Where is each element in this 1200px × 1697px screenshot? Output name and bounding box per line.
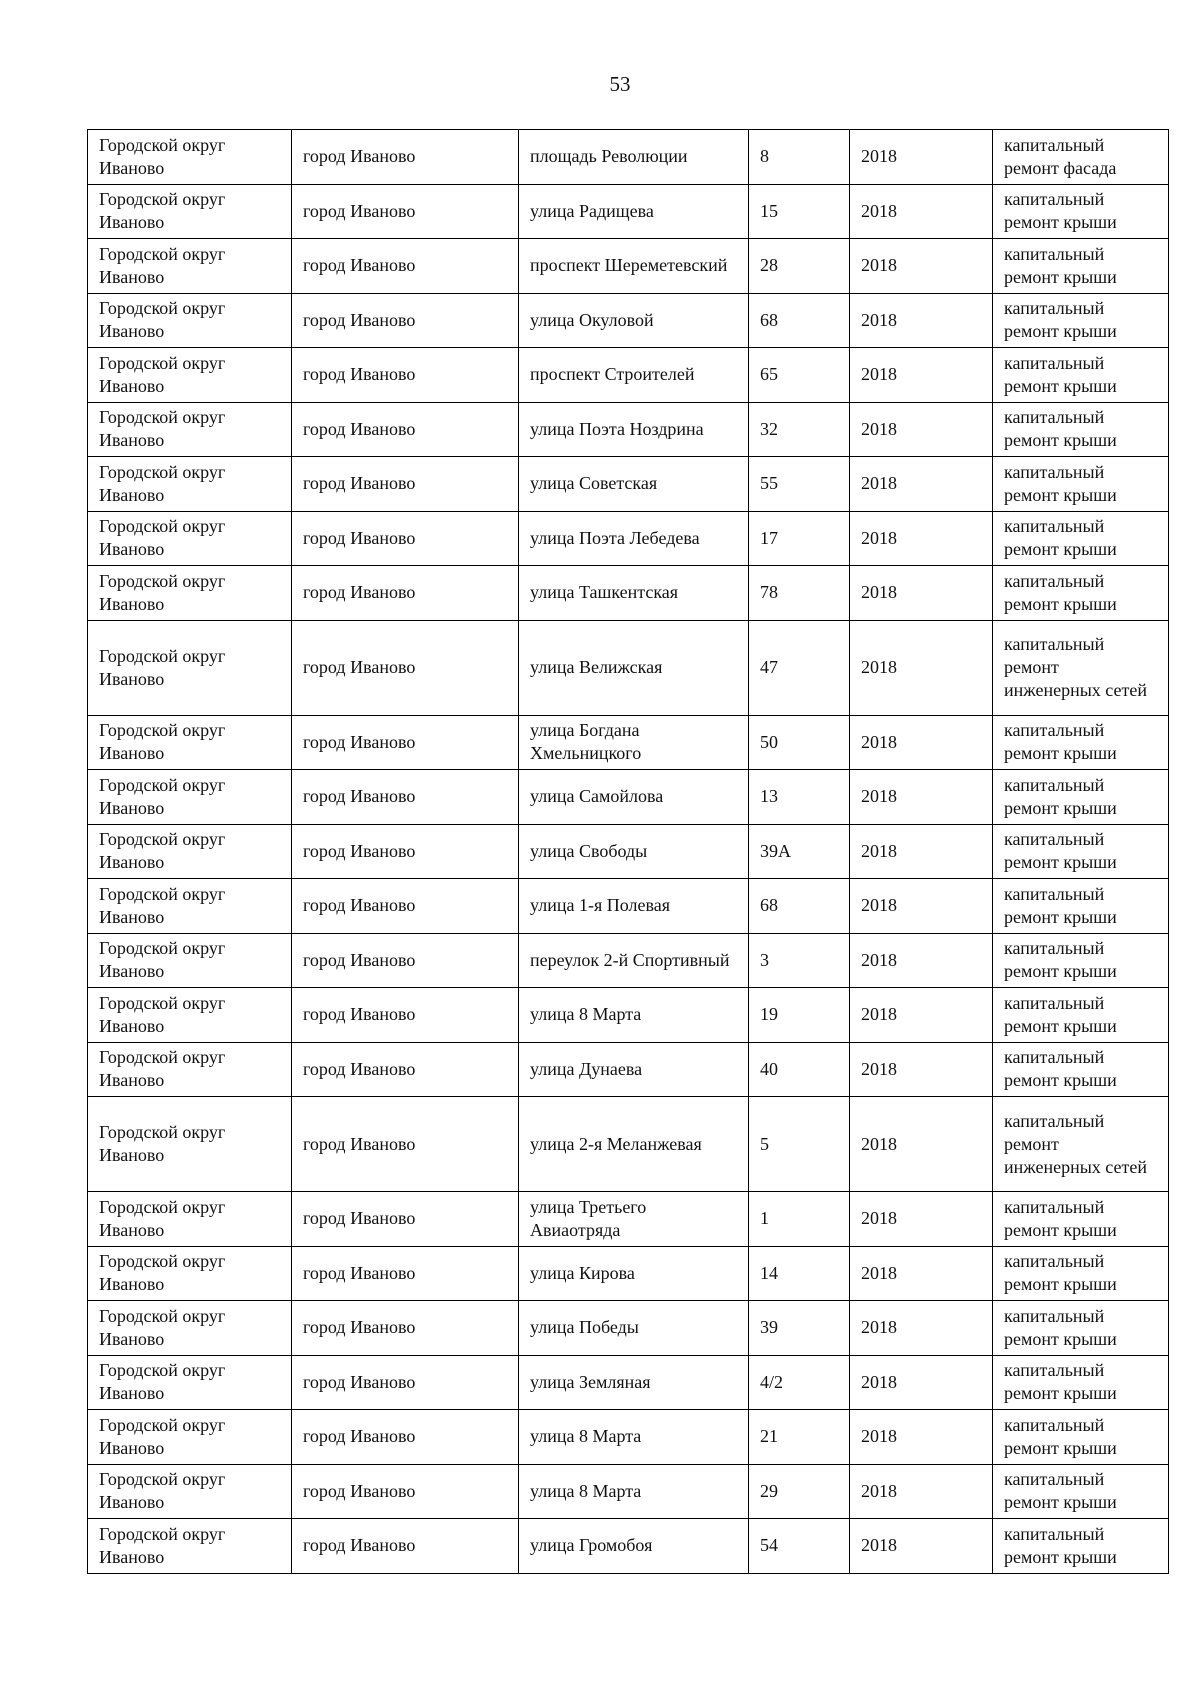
year-cell: 2018 [850, 770, 993, 825]
street-cell: улица Дунаева [519, 1042, 749, 1097]
table-row [88, 1410, 1169, 1465]
house-number-cell: 13 [749, 770, 850, 825]
street-cell: улица Велижская [519, 620, 749, 715]
settlement-cell: город Иваново [292, 293, 519, 348]
house-number-cell: 21 [749, 1410, 850, 1465]
register-table [87, 129, 1169, 1574]
municipality-cell: Городской округ Иваново [88, 1301, 292, 1356]
settlement-cell: город Иваново [292, 1464, 519, 1519]
table-row [88, 130, 1169, 185]
year-cell: 2018 [850, 348, 993, 403]
work-type-cell: капитальный ремонт крыши [993, 933, 1169, 988]
street-cell: улица Богдана Хмельницкого [519, 715, 749, 770]
work-type-cell: капитальный ремонт крыши [993, 1192, 1169, 1247]
table-row [88, 715, 1169, 770]
municipality-cell: Городской округ Иваново [88, 457, 292, 512]
year-cell: 2018 [850, 879, 993, 934]
table-row [88, 1519, 1169, 1574]
house-number-cell: 29 [749, 1464, 850, 1519]
work-type-cell: капитальный ремонт крыши [993, 715, 1169, 770]
table-row [88, 770, 1169, 825]
settlement-cell: город Иваново [292, 402, 519, 457]
year-cell: 2018 [850, 824, 993, 879]
municipality-cell: Городской округ Иваново [88, 715, 292, 770]
year-cell: 2018 [850, 1301, 993, 1356]
work-type-cell: капитальный ремонт крыши [993, 824, 1169, 879]
municipality-cell: Городской округ Иваново [88, 402, 292, 457]
house-number-cell: 1 [749, 1192, 850, 1247]
year-cell: 2018 [850, 130, 993, 185]
house-number-cell: 4/2 [749, 1355, 850, 1410]
municipality-cell: Городской округ Иваново [88, 988, 292, 1043]
year-cell: 2018 [850, 239, 993, 294]
house-number-cell: 55 [749, 457, 850, 512]
year-cell: 2018 [850, 620, 993, 715]
work-type-cell: капитальный ремонт крыши [993, 293, 1169, 348]
municipality-cell: Городской округ Иваново [88, 184, 292, 239]
year-cell: 2018 [850, 988, 993, 1043]
municipality-cell: Городской округ Иваново [88, 1410, 292, 1465]
year-cell: 2018 [850, 402, 993, 457]
house-number-cell: 68 [749, 879, 850, 934]
table-row [88, 620, 1169, 715]
work-type-cell: капитальный ремонт крыши [993, 511, 1169, 566]
work-type-cell: капитальный ремонт крыши [993, 1355, 1169, 1410]
settlement-cell: город Иваново [292, 566, 519, 621]
work-type-cell: капитальный ремонт фасада [993, 130, 1169, 185]
street-cell: улица Окуловой [519, 293, 749, 348]
work-type-cell: капитальный ремонт крыши [993, 348, 1169, 403]
house-number-cell: 28 [749, 239, 850, 294]
table-row [88, 933, 1169, 988]
municipality-cell: Городской округ Иваново [88, 620, 292, 715]
table-row [88, 1097, 1169, 1192]
work-type-cell: капитальный ремонт крыши [993, 879, 1169, 934]
year-cell: 2018 [850, 1410, 993, 1465]
municipality-cell: Городской округ Иваново [88, 1042, 292, 1097]
house-number-cell: 14 [749, 1246, 850, 1301]
house-number-cell: 3 [749, 933, 850, 988]
street-cell: улица Радищева [519, 184, 749, 239]
table-row [88, 988, 1169, 1043]
work-type-cell: капитальный ремонт крыши [993, 239, 1169, 294]
municipality-cell: Городской округ Иваново [88, 1464, 292, 1519]
settlement-cell: город Иваново [292, 1410, 519, 1465]
table-body [88, 130, 1169, 1574]
work-type-cell: капитальный ремонт крыши [993, 988, 1169, 1043]
settlement-cell: город Иваново [292, 511, 519, 566]
table-row [88, 239, 1169, 294]
year-cell: 2018 [850, 293, 993, 348]
house-number-cell: 5 [749, 1097, 850, 1192]
year-cell: 2018 [850, 1192, 993, 1247]
municipality-cell: Городской округ Иваново [88, 1246, 292, 1301]
work-type-cell: капитальный ремонт крыши [993, 1301, 1169, 1356]
table-row [88, 293, 1169, 348]
street-cell: улица 8 Марта [519, 1464, 749, 1519]
municipality-cell: Городской округ Иваново [88, 566, 292, 621]
street-cell: улица Громобоя [519, 1519, 749, 1574]
year-cell: 2018 [850, 933, 993, 988]
house-number-cell: 78 [749, 566, 850, 621]
work-type-cell: капитальный ремонт инженерных сетей [993, 1097, 1169, 1192]
year-cell: 2018 [850, 1097, 993, 1192]
municipality-cell: Городской округ Иваново [88, 1355, 292, 1410]
year-cell: 2018 [850, 566, 993, 621]
year-cell: 2018 [850, 457, 993, 512]
year-cell: 2018 [850, 1246, 993, 1301]
page-number: 53 [609, 72, 631, 96]
street-cell: улица Ташкентская [519, 566, 749, 621]
table-row [88, 566, 1169, 621]
table-row [88, 1464, 1169, 1519]
municipality-cell: Городской округ Иваново [88, 239, 292, 294]
house-number-cell: 32 [749, 402, 850, 457]
table-row [88, 402, 1169, 457]
settlement-cell: город Иваново [292, 348, 519, 403]
settlement-cell: город Иваново [292, 620, 519, 715]
work-type-cell: капитальный ремонт инженерных сетей [993, 620, 1169, 715]
table-row [88, 879, 1169, 934]
street-cell: площадь Революции [519, 130, 749, 185]
table-row [88, 184, 1169, 239]
settlement-cell: город Иваново [292, 824, 519, 879]
work-type-cell: капитальный ремонт крыши [993, 402, 1169, 457]
year-cell: 2018 [850, 1519, 993, 1574]
year-cell: 2018 [850, 184, 993, 239]
table-row [88, 348, 1169, 403]
table-row [88, 511, 1169, 566]
settlement-cell: город Иваново [292, 1042, 519, 1097]
year-cell: 2018 [850, 715, 993, 770]
settlement-cell: город Иваново [292, 879, 519, 934]
work-type-cell: капитальный ремонт крыши [993, 1410, 1169, 1465]
settlement-cell: город Иваново [292, 457, 519, 512]
settlement-cell: город Иваново [292, 1519, 519, 1574]
table-row [88, 1042, 1169, 1097]
year-cell: 2018 [850, 1042, 993, 1097]
house-number-cell: 39 [749, 1301, 850, 1356]
house-number-cell: 65 [749, 348, 850, 403]
work-type-cell: капитальный ремонт крыши [993, 1246, 1169, 1301]
house-number-cell: 54 [749, 1519, 850, 1574]
settlement-cell: город Иваново [292, 715, 519, 770]
table-row [88, 824, 1169, 879]
street-cell: улица Поэта Ноздрина [519, 402, 749, 457]
work-type-cell: капитальный ремонт крыши [993, 1519, 1169, 1574]
settlement-cell: город Иваново [292, 988, 519, 1043]
municipality-cell: Городской округ Иваново [88, 511, 292, 566]
settlement-cell: город Иваново [292, 239, 519, 294]
table-row [88, 1301, 1169, 1356]
table-row [88, 457, 1169, 512]
street-cell: улица Кирова [519, 1246, 749, 1301]
house-number-cell: 47 [749, 620, 850, 715]
street-cell: улица Поэта Лебедева [519, 511, 749, 566]
street-cell: улица 8 Марта [519, 988, 749, 1043]
municipality-cell: Городской округ Иваново [88, 824, 292, 879]
municipality-cell: Городской округ Иваново [88, 770, 292, 825]
work-type-cell: капитальный ремонт крыши [993, 566, 1169, 621]
house-number-cell: 17 [749, 511, 850, 566]
house-number-cell: 8 [749, 130, 850, 185]
house-number-cell: 68 [749, 293, 850, 348]
settlement-cell: город Иваново [292, 1301, 519, 1356]
work-type-cell: капитальный ремонт крыши [993, 770, 1169, 825]
municipality-cell: Городской округ Иваново [88, 1097, 292, 1192]
municipality-cell: Городской округ Иваново [88, 293, 292, 348]
work-type-cell: капитальный ремонт крыши [993, 1464, 1169, 1519]
work-type-cell: капитальный ремонт крыши [993, 184, 1169, 239]
settlement-cell: город Иваново [292, 1355, 519, 1410]
table-row [88, 1192, 1169, 1247]
street-cell: улица Победы [519, 1301, 749, 1356]
table-row [88, 1355, 1169, 1410]
street-cell: улица Земляная [519, 1355, 749, 1410]
settlement-cell: город Иваново [292, 1097, 519, 1192]
table-row [88, 1246, 1169, 1301]
year-cell: 2018 [850, 1355, 993, 1410]
settlement-cell: город Иваново [292, 933, 519, 988]
municipality-cell: Городской округ Иваново [88, 348, 292, 403]
street-cell: переулок 2-й Спортивный [519, 933, 749, 988]
settlement-cell: город Иваново [292, 1246, 519, 1301]
settlement-cell: город Иваново [292, 1192, 519, 1247]
house-number-cell: 15 [749, 184, 850, 239]
municipality-cell: Городской округ Иваново [88, 1519, 292, 1574]
street-cell: улица Свободы [519, 824, 749, 879]
street-cell: улица Советская [519, 457, 749, 512]
municipality-cell: Городской округ Иваново [88, 879, 292, 934]
street-cell: улица 2-я Меланжевая [519, 1097, 749, 1192]
street-cell: улица 8 Марта [519, 1410, 749, 1465]
house-number-cell: 50 [749, 715, 850, 770]
work-type-cell: капитальный ремонт крыши [993, 1042, 1169, 1097]
settlement-cell: город Иваново [292, 130, 519, 185]
municipality-cell: Городской округ Иваново [88, 1192, 292, 1247]
house-number-cell: 19 [749, 988, 850, 1043]
year-cell: 2018 [850, 511, 993, 566]
street-cell: улица 1-я Полевая [519, 879, 749, 934]
street-cell: проспект Шереметевский [519, 239, 749, 294]
street-cell: проспект Строителей [519, 348, 749, 403]
street-cell: улица Самойлова [519, 770, 749, 825]
municipality-cell: Городской округ Иваново [88, 130, 292, 185]
street-cell: улица Третьего Авиаотряда [519, 1192, 749, 1247]
work-type-cell: капитальный ремонт крыши [993, 457, 1169, 512]
municipality-cell: Городской округ Иваново [88, 933, 292, 988]
settlement-cell: город Иваново [292, 770, 519, 825]
settlement-cell: город Иваново [292, 184, 519, 239]
house-number-cell: 40 [749, 1042, 850, 1097]
year-cell: 2018 [850, 1464, 993, 1519]
house-number-cell: 39А [749, 824, 850, 879]
